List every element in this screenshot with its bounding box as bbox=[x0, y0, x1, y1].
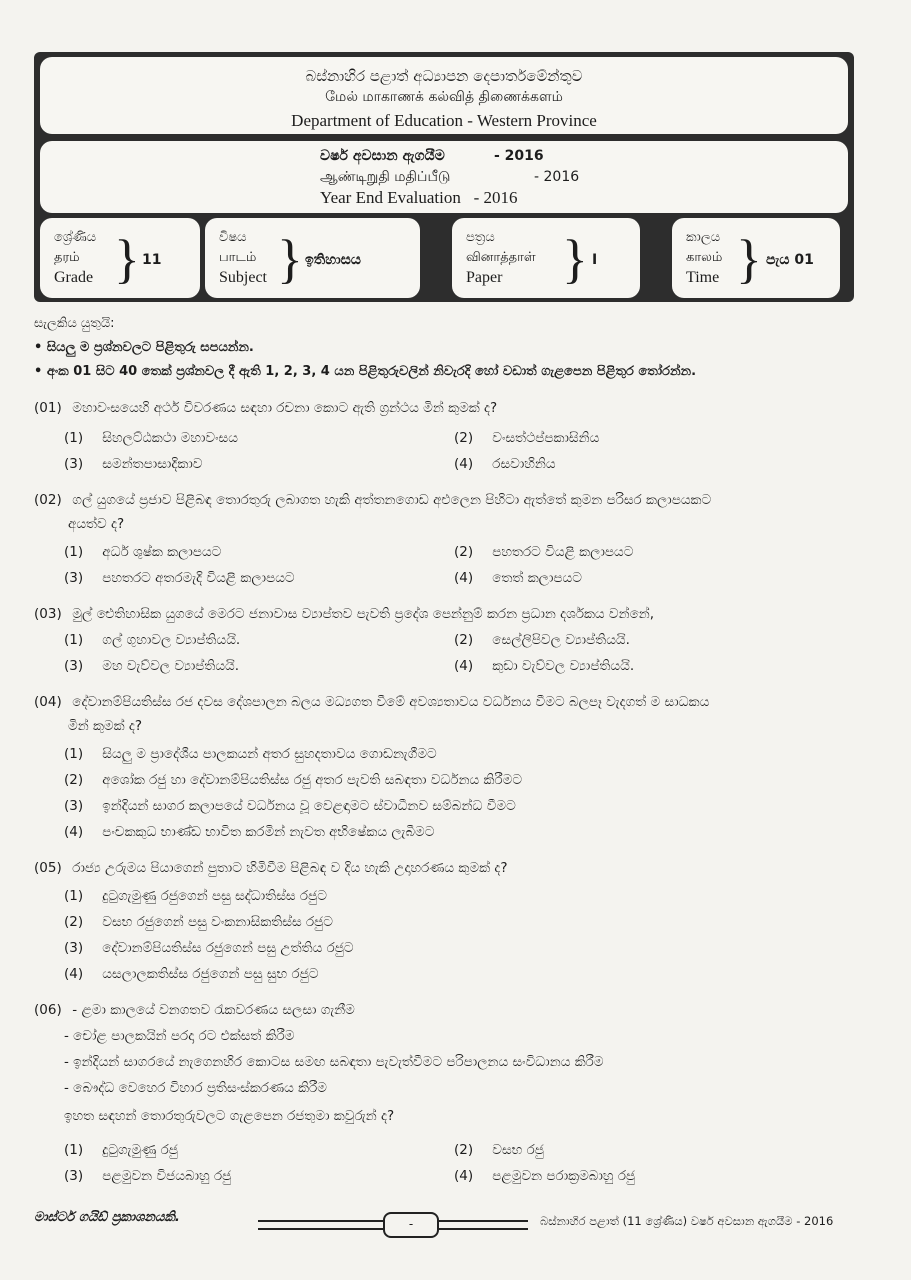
grade-label-si: ශ්‍රේණිය bbox=[54, 230, 97, 245]
evaluation-tamil bbox=[320, 169, 580, 187]
time-cell bbox=[672, 218, 840, 298]
subject-label-si: විෂය bbox=[219, 230, 247, 245]
question-text: රාජ්‍ය උරුමය පියාගෙන් පුතාට හිමිවීම පිළිබඳ ව දිය හැකි උදාහරණය කුමක් ද? bbox=[72, 860, 508, 876]
question-06 bbox=[34, 1002, 355, 1018]
paper-cell bbox=[452, 218, 640, 298]
option-number: (4) bbox=[454, 456, 474, 472]
department-english: Department of Education - Western Province bbox=[291, 111, 597, 130]
option-text: අශෝක රජු හා දේවානම්පියතිස්ස රජු අතර පැවති සබඳතා වර්ධනය කිරීමට bbox=[102, 772, 523, 788]
question-number: (06) bbox=[34, 1002, 62, 1018]
question-text: දේවානම්පියතිස්ස රජ දවස දේශපාලන බලය මධ්‍යගත වීමේ අවශ්‍යතාවය වර්ධනය වීමට බලපෑ වැදගත් ම සාධකය bbox=[72, 694, 710, 710]
option-number: (3) bbox=[64, 940, 84, 956]
question-03 bbox=[34, 606, 654, 622]
option bbox=[454, 658, 634, 674]
list-item: - චෝළ පාලකයින් පරදා රට එක්සත් කිරීම bbox=[64, 1028, 295, 1044]
instruction-item: • සියලු ම ප්‍රශ්නවලට පිළිතුරු සපයන්න. bbox=[34, 340, 254, 355]
paper-label-si: පත්‍රය bbox=[466, 230, 495, 245]
time-label-en: Time bbox=[686, 269, 720, 286]
paper-label-ta: வினாத்தாள் bbox=[466, 250, 536, 265]
instructions-title: සැලකිය යුතුයි: bbox=[34, 316, 115, 331]
option bbox=[64, 658, 239, 674]
grade-label-ta: தரம் bbox=[54, 250, 80, 265]
option bbox=[64, 824, 434, 840]
option-number: (2) bbox=[454, 544, 474, 560]
paper-value: I bbox=[592, 252, 598, 268]
question-text-continued: අයත්ව ද? bbox=[68, 516, 125, 532]
option-text: පළමුවන විජයබාහු රජු bbox=[102, 1168, 232, 1184]
option-number: (3) bbox=[64, 1168, 84, 1184]
option-number: (1) bbox=[64, 430, 84, 446]
option-number: (4) bbox=[454, 1168, 474, 1184]
option-number: (4) bbox=[454, 658, 474, 674]
department-box bbox=[40, 57, 848, 134]
brace-icon: } bbox=[277, 229, 303, 289]
option-text: වංසත්ථප්පකාසිනිය bbox=[492, 430, 600, 446]
option bbox=[64, 632, 240, 648]
brace-icon: } bbox=[736, 229, 762, 289]
question-text: - ළමා කාලයේ වනගතව රැකවරණය සලසා ගැනීම bbox=[72, 1002, 355, 1018]
option-number: (2) bbox=[454, 1142, 474, 1158]
option bbox=[64, 940, 354, 956]
option-text: පංචකකුධ භාණ්ඩ භාවිත කරමින් නැවත අභිෂේකය ලැබීමට bbox=[102, 824, 435, 840]
option bbox=[64, 888, 327, 904]
option bbox=[454, 544, 633, 560]
option-text: අර්ධ ශුෂ්ක කලාපයට bbox=[102, 544, 222, 560]
grade-label-en: Grade bbox=[54, 269, 94, 286]
grade-cell bbox=[40, 218, 200, 298]
question-number: (03) bbox=[34, 606, 62, 622]
question-text: මහාවංසයෙහි අර්ථ විවරණය සඳහා රචනා කොට ඇති ග්‍රන්ථය මින් කුමක් ද? bbox=[72, 400, 498, 416]
question-number: (01) bbox=[34, 400, 62, 416]
option bbox=[64, 544, 221, 560]
evaluation-sinhala bbox=[320, 148, 544, 164]
option-number: (2) bbox=[64, 914, 84, 930]
option-number: (4) bbox=[64, 824, 84, 840]
question-text: මුල් ඓතිහාසික යුගයේ මෙරට ජනාවාස ව්‍යාප්තව පැවති ප්‍රදේශ පෙන්නුම් කරන ප්‍රධාන දර්ශකය වන්නේ, bbox=[72, 606, 655, 622]
department-tamil: மேல் மாகாணக் கல்வித் திணைக்களம் bbox=[325, 89, 563, 105]
option-number: (3) bbox=[64, 798, 84, 814]
option-number: (3) bbox=[64, 570, 84, 586]
option-number: (4) bbox=[454, 570, 474, 586]
option bbox=[64, 570, 295, 586]
option-text: වසභ රජු bbox=[492, 1142, 544, 1158]
evaluation-box bbox=[40, 141, 848, 213]
option-number: (1) bbox=[64, 544, 84, 560]
option bbox=[64, 798, 516, 814]
option-text: පළමුවන පරාක්‍රමබාහු රජු bbox=[492, 1168, 636, 1184]
option bbox=[454, 456, 556, 472]
list-item: - බෞද්ධ වෙහෙර විහාර ප්‍රතිසංස්කරණය කිරීම bbox=[64, 1080, 327, 1096]
question-number: (05) bbox=[34, 860, 62, 876]
option-text: සියලු ම ප්‍රාදේශීය පාලකයන් අතර සුහදතාවය ගොඩනැගීමට bbox=[102, 746, 437, 762]
option-number: (2) bbox=[454, 430, 474, 446]
option bbox=[64, 456, 202, 472]
option-number: (2) bbox=[454, 632, 474, 648]
option bbox=[64, 914, 333, 930]
evaluation-english: Year End Evaluation - 2016 bbox=[320, 188, 518, 207]
subject-label-ta: பாடம் bbox=[219, 250, 257, 265]
brace-icon: } bbox=[562, 229, 588, 289]
option bbox=[64, 746, 437, 762]
option-text: සමන්තපාසාදිකාව bbox=[102, 456, 203, 472]
department-sinhala: බස්නාහිර පළාත් අධ්‍යාපන දෙපාර්තමේන්තුව bbox=[305, 67, 583, 85]
question-text: ගල් යුගයේ ප්‍රජාව පිළිබඳ තොරතුරු ලබාගත හැකි අත්තනගොඩ අළුලෙන පිහිටා ඇත්තේ කුමන පරිසර කලාපයකට bbox=[72, 492, 712, 508]
option-text: ඉන්දියන් සාගර කලාපයේ වර්ධනය වූ වෙළඳාමට ස්වාධීනව සම්බන්ධ වීමට bbox=[102, 798, 516, 814]
option-number: (2) bbox=[64, 772, 84, 788]
option-text: රසවාහිනිය bbox=[492, 456, 556, 472]
option-text: ගල් ගුහාවල ව්‍යාප්තියයි. bbox=[102, 632, 241, 648]
option-text: තෙත් කලාපයට bbox=[492, 570, 582, 586]
option bbox=[454, 632, 630, 648]
question-05 bbox=[34, 860, 508, 876]
option-number: (3) bbox=[64, 456, 84, 472]
subject-value: ඉතිහාසය bbox=[305, 252, 361, 268]
option-number: (1) bbox=[64, 632, 84, 648]
evaluation-tamil-label: ஆண்டிறுதி மதிப்பீடு bbox=[320, 169, 451, 185]
option-text: පහතරට වියළි කලාපයට bbox=[492, 544, 634, 560]
evaluation-tamil-year: - 2016 bbox=[534, 169, 580, 185]
instruction-item: • අංක 01 සිට 40 තෙක් ප්‍රශ්නවල දී ඇති 1, 2, 3, 4 යන පිළිතුරුවලින් නිවැරදි හෝ වඩාත් ගැළපෙන පිළිතුර තෝරන්න. bbox=[34, 364, 697, 379]
question-02 bbox=[34, 492, 711, 508]
question-prompt: ඉහත සඳහන් තොරතුරුවලට ගැළපෙන රජතුමා කවුරුන් ද? bbox=[64, 1108, 395, 1124]
option-text: මහ වැව්වල ව්‍යාප්තියයි. bbox=[102, 658, 240, 674]
question-number: (02) bbox=[34, 492, 62, 508]
option-text: කුඩා වැව්වල ව්‍යාප්තියයි. bbox=[492, 658, 635, 674]
footer-publisher: මාස්ටර් ගයිඩ් ප්‍රකාශනයකි. bbox=[34, 1210, 180, 1225]
grade-value: 11 bbox=[142, 252, 162, 268]
option bbox=[64, 966, 319, 982]
option-text: වසභ රජුගෙන් පසු වංකනාසිකතිස්ස රජුට bbox=[102, 914, 333, 930]
option-number: (3) bbox=[64, 658, 84, 674]
time-label-ta: காலம் bbox=[686, 250, 723, 265]
option-number: (4) bbox=[64, 966, 84, 982]
question-number: (04) bbox=[34, 694, 62, 710]
time-value: පැය 01 bbox=[766, 252, 814, 268]
question-text-continued: මින් කුමක් ද? bbox=[68, 718, 143, 734]
option bbox=[64, 772, 522, 788]
option-text: පහතරට අතරමැදි වියළි කලාපයට bbox=[102, 570, 295, 586]
footer-title: බස්නාහිර පළාත් (11 ශ්‍රේණිය) වර්ෂ අවසාන ඇගයීම - 2016 bbox=[540, 1214, 834, 1228]
option bbox=[454, 1142, 544, 1158]
option-number: (1) bbox=[64, 888, 84, 904]
option bbox=[64, 1142, 178, 1158]
question-01 bbox=[34, 400, 497, 416]
option-text: දුටුගැමුණු රජුගෙන් පසු සද්ධාතිස්ස රජුට bbox=[102, 888, 327, 904]
option bbox=[454, 1168, 635, 1184]
evaluation-sinhala-label: වර්ෂ අවසාන ඇගයීම bbox=[320, 148, 445, 164]
time-label-si: කාලය bbox=[686, 230, 721, 245]
question-04 bbox=[34, 694, 709, 710]
evaluation-sinhala-year: - 2016 bbox=[494, 148, 544, 164]
option bbox=[64, 430, 238, 446]
list-item: - ඉන්දියන් සාගරයේ නැගෙනහිර කොටස සමඟ සබඳතා පැවැත්වීමට පරිපාලනය සංවිධානය කිරීම bbox=[64, 1054, 604, 1070]
option-text: යසලාලකතිස්ස රජුගෙන් පසු සුභ රජුට bbox=[102, 966, 319, 982]
option-text: සෙල්ලිපිවල ව්‍යාප්තියයි. bbox=[492, 632, 630, 648]
option-number: (1) bbox=[64, 746, 84, 762]
option-number: (1) bbox=[64, 1142, 84, 1158]
option-text: දේවානම්පියතිස්ස රජුගෙන් පසු උත්තිය රජුට bbox=[102, 940, 354, 956]
option bbox=[454, 570, 582, 586]
brace-icon: } bbox=[114, 229, 140, 289]
subject-label-en: Subject bbox=[219, 269, 267, 286]
option bbox=[454, 430, 599, 446]
option-text: දුටුගැමුණු රජු bbox=[102, 1142, 178, 1158]
paper-label-en: Paper bbox=[466, 269, 503, 286]
page-number: - bbox=[383, 1212, 439, 1238]
option-text: සිහලට්ඨකථා මහාවංසය bbox=[102, 430, 238, 446]
subject-cell bbox=[205, 218, 420, 298]
option bbox=[64, 1168, 231, 1184]
